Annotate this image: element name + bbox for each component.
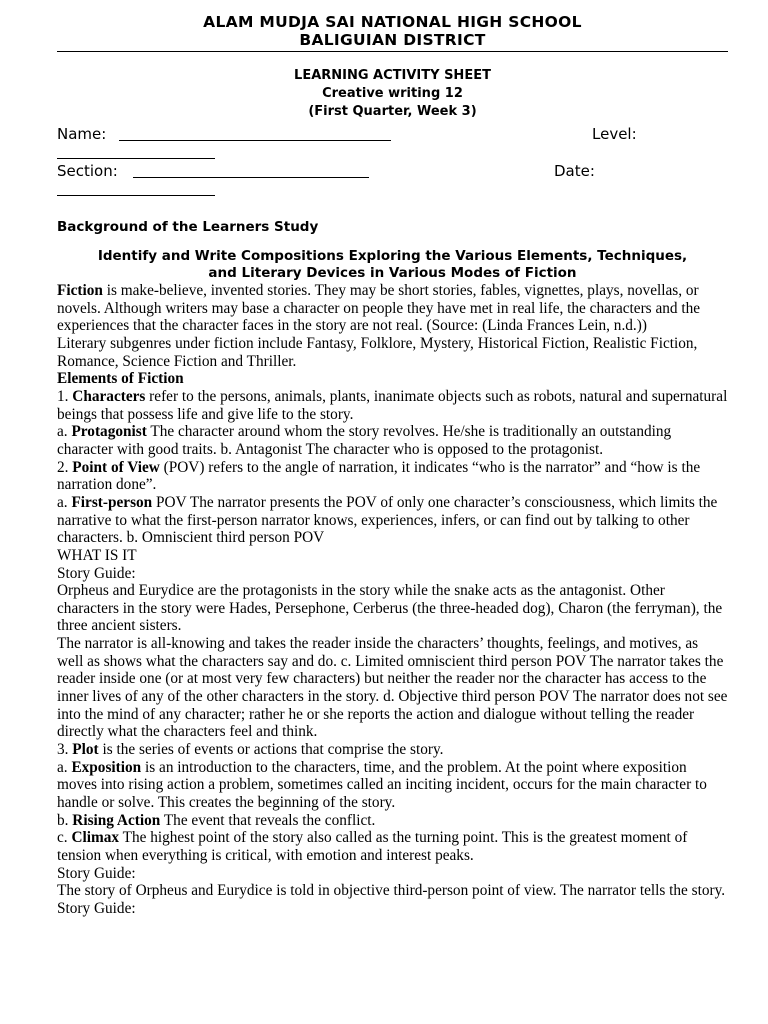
main-title <box>57 248 728 282</box>
school-name: ALAM MUDJA SAI NATIONAL HIGH SCHOOL <box>203 13 582 31</box>
exposition-term: Exposition <box>71 758 142 776</box>
pov-paragraph <box>57 459 728 494</box>
narrator-paragraph: The narrator is all-knowing and takes the reader inside the characters’ thoughts, feelings, and motives, as well as shows what the characters say and do. c. Limited omniscient third person POV The narrator takes the reader inside one (or at most very few characters) but neither the reader nor the character has access to the inner lives of any of the other characters in the story. d. Objective third person POV The narrator does not see into the mind of any character; rather he or she reports the action and dialogue without telling the reader directly what the characters feel and think. <box>57 635 728 741</box>
first-person-paragraph <box>57 494 728 547</box>
name-field[interactable] <box>119 125 391 141</box>
section-row <box>57 162 728 180</box>
exposition-definition: is an introduction to the characters, time, and the problem. At the point where exposition moves into rising action a problem, sometimes called an inciting incident, occurs for the main character to handle or solve. This creates the beginning of the story. <box>57 758 707 812</box>
name-label: Name: <box>57 125 107 143</box>
background-heading: Background of the Learners Study <box>57 219 319 235</box>
document-page <box>57 13 728 918</box>
rising-action-paragraph <box>57 812 728 830</box>
section-field[interactable] <box>133 162 369 178</box>
plot-paragraph <box>57 741 728 759</box>
sheet-subject: Creative writing 12 <box>322 86 463 101</box>
header-divider <box>57 51 728 52</box>
story-guide-3: Story Guide: <box>57 899 136 917</box>
main-title-line2: and Literary Devices in Various Modes of Fiction <box>208 265 577 281</box>
climax-definition: The highest point of the story also called as the turning point. This is the greatest moment of tension when everything is critical, with emotion and interest peaks. <box>57 829 688 864</box>
name-row <box>57 125 728 143</box>
sheet-title: LEARNING ACTIVITY SHEET <box>294 68 491 83</box>
climax-paragraph <box>57 829 728 864</box>
first-person-term: First-person <box>71 493 153 511</box>
characters-term: Characters <box>72 387 146 405</box>
subgenres-paragraph: Literary subgenres under fiction include Fantasy, Folklore, Mystery, Historical Fiction, Realistic Fiction, Romance, Science Fiction and Thriller. <box>57 334 698 370</box>
characters-number: 1. <box>57 387 73 405</box>
pov-number: 2. <box>57 458 73 476</box>
orpheus-paragraph: Orpheus and Eurydice are the protagonists in the story while the snake acts as the antagonist. Other characters in the story were Hades, Persephone, Cerberus (the three-headed dog), Charon (the ferryman), the three ancient sisters. <box>57 582 723 635</box>
climax-prefix: c. <box>57 829 72 847</box>
district-name: BALIGUIAN DISTRICT <box>299 31 486 49</box>
plot-term: Plot <box>72 741 99 759</box>
fiction-paragraph <box>57 282 728 335</box>
protagonist-paragraph <box>57 423 728 458</box>
body-text <box>57 282 728 918</box>
exposition-prefix: a. <box>57 758 72 776</box>
pov-term: Point of View <box>72 458 160 476</box>
date-field[interactable] <box>57 180 215 196</box>
rising-action-term: Rising Action <box>72 811 161 829</box>
climax-term: Climax <box>71 829 120 847</box>
main-title-line1: Identify and Write Compositions Exploring the Various Elements, Techniques, <box>97 248 688 264</box>
rising-action-definition: The event that reveals the conflict. <box>160 811 376 829</box>
what-is-it: WHAT IS IT <box>57 546 137 564</box>
rising-action-prefix: b. <box>57 811 73 829</box>
exposition-paragraph <box>57 759 728 812</box>
fiction-definition: is make-believe, invented stories. They may be short stories, fables, vignettes, plays, novellas, or novels. Although writers may base a character on people they have met in real life, the characters and the experiences that the character faces in the story are not real. (Source: (Linda Frances Lein, n.d.)) <box>57 282 701 335</box>
level-field[interactable] <box>57 143 215 159</box>
protagonist-prefix: a. <box>57 423 72 441</box>
elements-heading <box>57 370 728 388</box>
protagonist-term: Protagonist <box>71 423 147 441</box>
characters-paragraph <box>57 388 728 423</box>
plot-number: 3. <box>57 741 73 759</box>
section-label: Section: <box>57 162 118 180</box>
story-guide-1: Story Guide: <box>57 564 136 582</box>
objective-paragraph: The story of Orpheus and Eurydice is told in objective third-person point of view. The narrator tells the story. <box>57 882 726 900</box>
story-guide-2: Story Guide: <box>57 864 136 882</box>
fiction-term: Fiction <box>57 282 103 299</box>
protagonist-definition: The character around whom the story revolves. He/she is traditionally an outstanding character with good traits. b. Antagonist The character who is opposed to the protagonist. <box>57 423 672 458</box>
level-label: Level: <box>592 125 637 143</box>
date-label: Date: <box>554 162 595 180</box>
first-person-definition: POV The narrator presents the POV of only one character’s consciousness, which limits the narrative to what the first-person narrator knows, experiences, infers, or can find out by talking to other characters. b. Omniscient third person POV <box>57 493 718 547</box>
sheet-period: (First Quarter, Week 3) <box>308 104 477 119</box>
elements-heading-text: Elements of Fiction <box>57 370 184 388</box>
characters-definition: refer to the persons, animals, plants, inanimate objects such as robots, natural and supernatural beings that possess life and give life to the story. <box>57 387 728 423</box>
plot-definition: is the series of events or actions that comprise the story. <box>98 741 444 759</box>
pov-definition: (POV) refers to the angle of narration, it indicates “who is the narrator” and “how is the narration done”. <box>57 458 701 494</box>
first-person-prefix: a. <box>57 493 72 511</box>
